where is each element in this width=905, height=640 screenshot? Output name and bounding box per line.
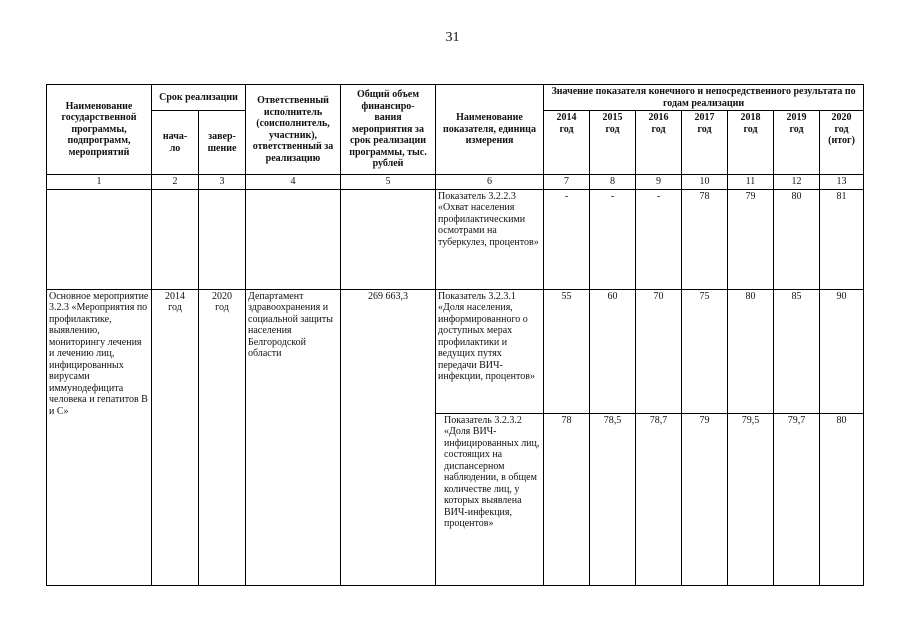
indicator-cell: Показатель 3.2.3.1 «Доля населения, информированного о доступных мерах профилактики и ведущих путях передачи ВИЧ-инфекции, процентов» [436,289,544,413]
page-number: 31 [445,30,460,45]
column-number: 12 [774,175,820,190]
column-number: 6 [436,175,544,190]
column-numbers-row [47,175,864,190]
column-number: 2 [152,175,199,190]
value-cell: 79,7 [774,413,820,585]
indicator-cell: Показатель 3.2.3.2 «Доля ВИЧ-инфицированных лиц, состоящих на диспансерном наблюдении, в общем количестве лиц, у которых выявлена ВИЧ-инфекция, процентов» [436,413,544,585]
column-number: 3 [199,175,246,190]
header-year-2018: 2018 год [728,111,774,175]
header-indicator: Наименование показателя, единица измерения [436,85,544,175]
header-values-group: Значение показателя конечного и непосредственного результата по годам реализации [544,85,864,111]
end-cell-empty [199,189,246,289]
table-row [47,189,864,289]
value-cell: - [636,189,682,289]
program-table [46,84,864,586]
volume-cell-empty [341,189,436,289]
value-cell: 70 [636,289,682,413]
header-year-2019: 2019 год [774,111,820,175]
header-year-2014: 2014 год [544,111,590,175]
indicator-cell: Показатель 3.2.2.3 «Охват населения профилактическими осмотрами на туберкулез, процентов» [436,189,544,289]
header-year-2020: 2020 год (итог) [820,111,864,175]
header-year-2016: 2016 год [636,111,682,175]
measure-start-cell: 2014 год [152,289,199,585]
value-cell: - [590,189,636,289]
column-number: 4 [246,175,341,190]
header-term: Срок реализации [152,85,246,111]
value-cell: 78 [544,413,590,585]
value-cell: 60 [590,289,636,413]
program-cell-empty [47,189,152,289]
value-cell: - [544,189,590,289]
value-cell: 55 [544,289,590,413]
measure-executor-cell: Департамент здравоохранения и социальной защиты населения Белгородской области [246,289,341,585]
value-cell: 79 [728,189,774,289]
header-executor: Ответственный исполнитель (соисполнитель, участник), ответственный за реализацию [246,85,341,175]
header-year-2017: 2017 год [682,111,728,175]
value-cell: 75 [682,289,728,413]
column-number: 10 [682,175,728,190]
value-cell: 80 [820,413,864,585]
value-cell: 78 [682,189,728,289]
column-number: 9 [636,175,682,190]
column-number: 11 [728,175,774,190]
header-year-2015: 2015 год [590,111,636,175]
value-cell: 80 [728,289,774,413]
header-end: завер- шение [199,111,246,175]
value-cell: 78,5 [590,413,636,585]
value-cell: 85 [774,289,820,413]
value-cell: 78,7 [636,413,682,585]
column-number: 1 [47,175,152,190]
column-number: 7 [544,175,590,190]
header-program: Наименование государственной программы, подпрограмм, мероприятий [47,85,152,175]
measure-end-cell: 2020 год [199,289,246,585]
measure-volume-cell: 269 663,3 [341,289,436,585]
executor-cell-empty [246,189,341,289]
table-row [47,289,864,413]
column-number: 8 [590,175,636,190]
value-cell: 79,5 [728,413,774,585]
column-number: 5 [341,175,436,190]
column-number: 13 [820,175,864,190]
measure-name-cell: Основное мероприятие 3.2.3 «Мероприятия по профилактике, выявлению, мониторингу лечения и лечению лиц, инфицированных вирусами иммунодефицита человека и гепатитов В и С» [47,289,152,585]
value-cell: 79 [682,413,728,585]
value-cell: 81 [820,189,864,289]
value-cell: 80 [774,189,820,289]
header-volume: Общий объем финансиро- вания мероприятия за срок реализации программы, тыс. рублей [341,85,436,175]
start-cell-empty [152,189,199,289]
header-start: нача- ло [152,111,199,175]
value-cell: 90 [820,289,864,413]
